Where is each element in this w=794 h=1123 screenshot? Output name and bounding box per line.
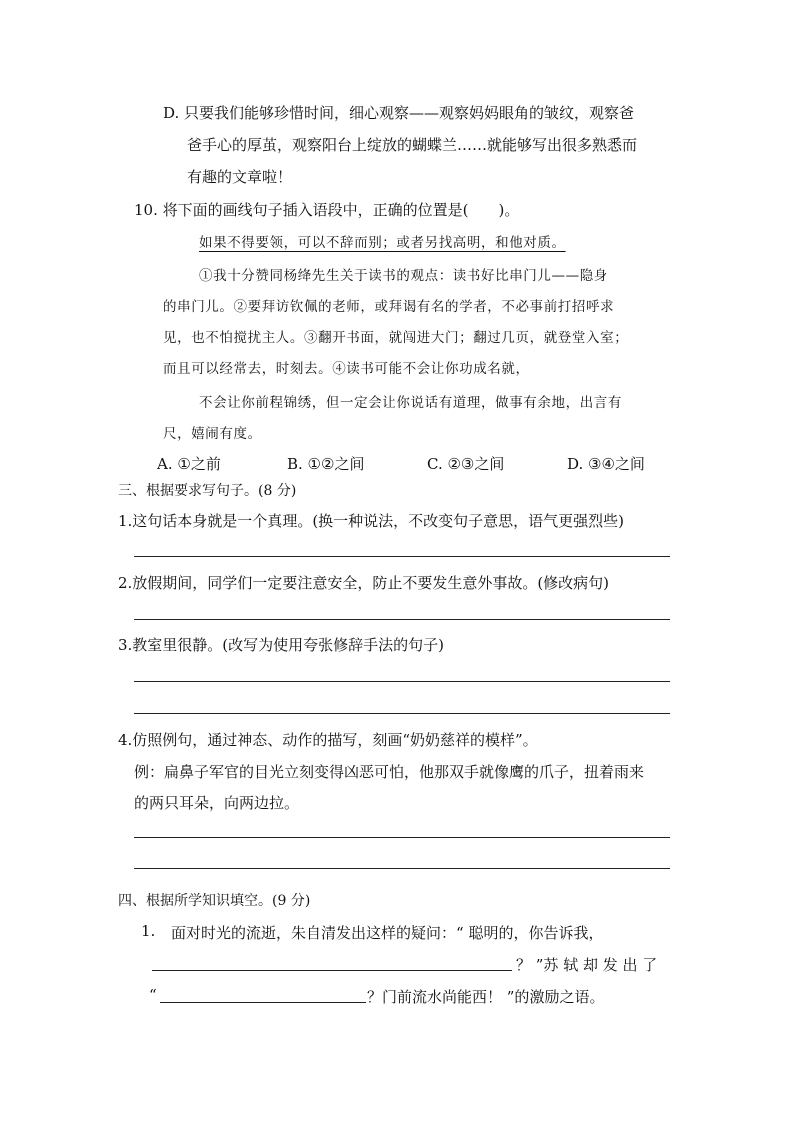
option-d-line-2: 爸手心的厚茧，观察阳台上绽放的蝴蝶兰……就能够写出很多熟悉而 — [187, 136, 638, 154]
question-10-stem-text: 10. 将下面的画线句子插入语段中，正确的位置是( — [134, 201, 469, 219]
fill-blank[interactable] — [152, 970, 512, 971]
example-line-1: 例：扁鼻子军官的目光立刻变得凶恶可怕，他那双手就像鹰的爪子，扭着雨来 — [134, 763, 645, 781]
fill-blank[interactable] — [160, 1002, 366, 1003]
section-4-title: 四、根据所学知识填空。(9 分) — [118, 893, 311, 909]
answer-line[interactable] — [134, 713, 670, 714]
passage-line-1: ①我十分赞同杨绛先生关于读书的观点：读书好比串门儿——隐身 — [199, 268, 608, 284]
option-d[interactable]: D. ③④之间 — [567, 455, 645, 473]
open-quote: “ — [149, 986, 157, 1004]
section-3-question-2: 2.放假期间，同学们一定要注意安全，防止不要发生意外事故。(修改病句) — [118, 574, 610, 592]
question-10-stem — [134, 199, 519, 220]
section-3-question-1: 1.这句话本身就是一个真理。(换一种说法，不改变句子意思，语气更强烈些) — [118, 512, 625, 530]
answer-line[interactable] — [134, 681, 670, 682]
section-4-question-1-line-2: ？ ”苏 轼 却 发 出 了 — [516, 956, 658, 974]
section-3-title: 三、根据要求写句子。(8 分) — [118, 483, 297, 499]
section-4-question-1-line-3: ？门前流水尚能西！ ”的激励之语。 — [367, 988, 605, 1006]
section-4-question-1-line-1: 面对时光的流逝，朱自清发出这样的疑问：“ 聪明的，你告诉我， — [171, 924, 604, 942]
section-3-question-3: 3.教室里很静。(改写为使用夸张修辞手法的句子) — [118, 636, 445, 654]
option-d-line-1: D. 只要我们能够珍惜时间，细心观察——观察妈妈眼角的皱纹，观察爸 — [163, 104, 635, 122]
passage-line-2: 的串门儿。②要拜访钦佩的老师，或拜谒有名的学者，不必事前打招呼求 — [163, 299, 615, 315]
answer-line[interactable] — [134, 619, 670, 620]
example-line-2: 的两只耳朵，向两边拉。 — [134, 794, 300, 812]
answer-line[interactable] — [134, 837, 670, 838]
passage-line-4: 而且可以经常去，时刻去。④读书可能不会让你功成名就， — [163, 361, 530, 377]
answer-line[interactable] — [134, 556, 670, 557]
passage-line-5: 不会让你前程锦绣，但一定会让你说话有道理，做事有余地，出言有 — [199, 395, 622, 411]
section-3-question-4: 4.仿照例句，通过神态、动作的描写，刻画“奶奶慈祥的模样”。 — [118, 731, 538, 749]
option-c[interactable]: C. ②③之间 — [427, 455, 505, 473]
option-a[interactable]: A. ①之前 — [157, 455, 221, 473]
underlined-sentence: 如果不得要领，可以不辞而别；或者另找高明，和他对质。 — [199, 235, 566, 251]
passage-line-6: 尺，嬉闹有度。 — [163, 426, 262, 442]
question-10-stem-close: )。 — [498, 201, 520, 219]
option-d-line-3: 有趣的文章啦！ — [187, 168, 293, 186]
passage-line-3: 见，也不怕搅扰主人。③翻开书面，就闯进大门；翻过几页，就登堂入室； — [163, 330, 629, 346]
option-b[interactable]: B. ①②之间 — [287, 455, 365, 473]
section-4-question-number: 1. — [141, 922, 156, 940]
answer-line[interactable] — [134, 868, 670, 869]
